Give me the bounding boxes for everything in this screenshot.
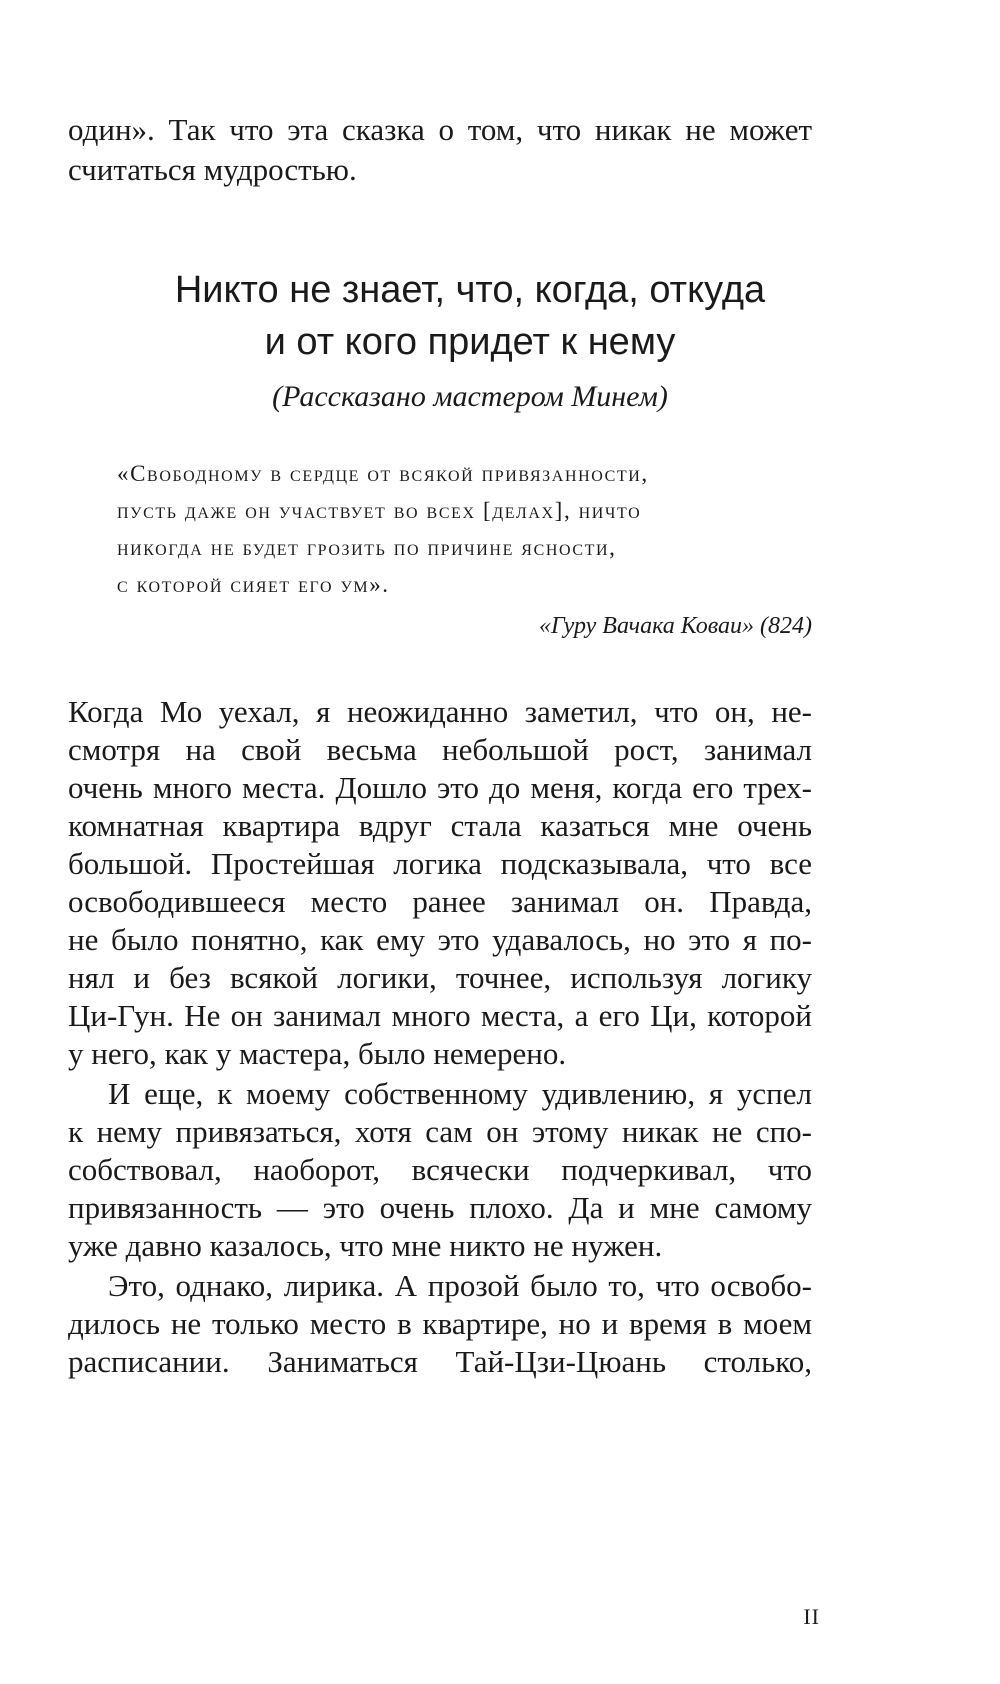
text-line: нял и без всякой логики, точнее, используя логику xyxy=(68,960,812,995)
chapter-subtitle: (Рассказано мастером Минем) xyxy=(272,380,668,413)
page-number: II xyxy=(803,1604,820,1629)
text-line: большой. Простейшая логика подсказывала, что все xyxy=(68,846,812,881)
chapter-title-line: и от кого придет к нему xyxy=(264,321,676,363)
text-line: смотря на свой весьма небольшой рост, занимал xyxy=(68,732,812,767)
text-line: Это, однако, лирика. А прозой было то, что освобо- xyxy=(108,1268,812,1303)
text-line: очень много места. Дошло это до меня, когда его трех- xyxy=(68,770,812,805)
epigraph-line: «Свободному в сердце от всякой привязанности, xyxy=(117,461,649,486)
text-line: собствовал, наоборот, всячески подчеркивал, что xyxy=(68,1152,812,1187)
text-line: Когда Мо уехал, я неожиданно заметил, что он, не- xyxy=(68,694,812,729)
text-line: к нему привязаться, хотя сам он этому никак не спо- xyxy=(68,1114,812,1149)
text-line: И еще, к моему собственному удивлению, я успел xyxy=(108,1076,812,1111)
text-line: комнатная квартира вдруг стала казаться мне очень xyxy=(68,808,812,843)
text-line: у него, как у мастера, было немерено. xyxy=(68,1036,567,1071)
text-line: дилось не только место в квартире, но и время в моем xyxy=(68,1306,812,1341)
epigraph-line: с которой сияет его ум». xyxy=(117,572,390,597)
text-line: уже давно казалось, что мне никто не нужен. xyxy=(68,1228,663,1263)
text-line: Ци-Гун. Не он занимал много места, а его Ци, которой xyxy=(68,998,812,1033)
text-line: считаться мудростью. xyxy=(68,152,357,187)
text-line: расписании. Заниматься Тай-Цзи-Цюань столько, xyxy=(68,1344,812,1379)
epigraph-line: пусть даже он участвует во всех [делах], ничто xyxy=(117,498,642,523)
epigraph-line: никогда не будет грозить по причине ясности, xyxy=(117,535,617,560)
text-line: привязанность — это очень плохо. Да и мне самому xyxy=(68,1190,812,1225)
text-line: не было понятно, как ему это удавалось, но это я по- xyxy=(68,922,812,957)
text-line: один». Так что эта сказка о том, что никак не может xyxy=(68,112,812,147)
text-line: освободившееся место ранее занимал он. Правда, xyxy=(68,884,812,919)
chapter-title-line: Никто не знает, что, когда, откуда xyxy=(174,269,766,311)
epigraph-source: «Гуру Вачака Коваи» (824) xyxy=(539,613,812,639)
